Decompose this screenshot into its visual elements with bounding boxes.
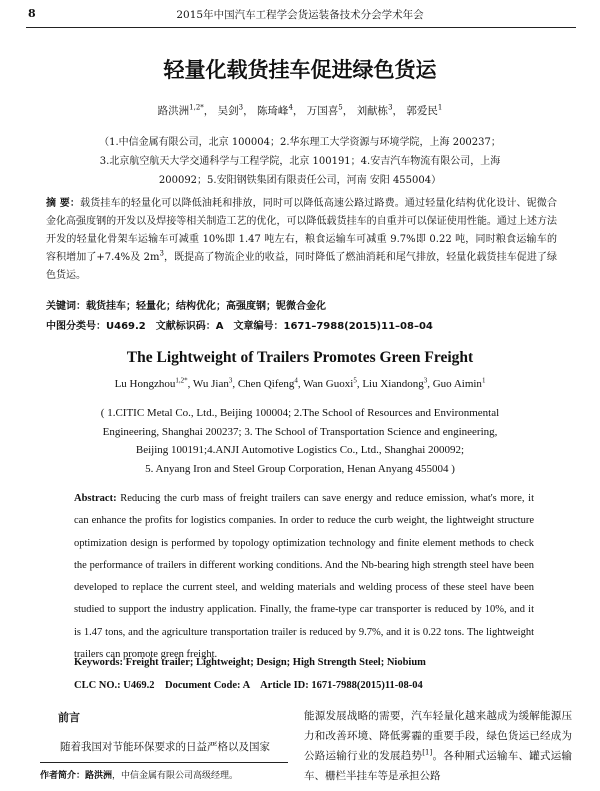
header-rule	[26, 27, 576, 28]
affiliation-cn-line: 200092；5.安阳钢铁集团有限责任公司，河南 安阳 455004）	[158, 175, 442, 186]
author-en: Wan Guoxi$^5$	[303, 376, 357, 390]
authors-cn: 路洪洲$^{1,2*}$， 吴剑$^3$， 陈琦峰$^4$， 万国喜$^5$， 刘献栋$^3$， 郭爱民$^1$	[157, 103, 443, 117]
author-cn: 吴剑$^3$	[217, 103, 244, 117]
author-cn: 陈琦峰$^4$	[256, 103, 293, 117]
author-en: Liu Xiandong$^3$	[362, 376, 428, 390]
author-cn: 郭爱民$^1$	[406, 103, 443, 117]
affiliation-en-line: 5. Anyang Iron and Steel Group Corporation, Henan Anyang 455004 )	[145, 462, 455, 475]
author-en: Lu Hongzhou$^{1,2*}$	[114, 376, 188, 390]
affiliation-cn-line: 3.北京航空航天大学交通科学与工程学院，北京 100191；4.安吉汽车物流有限公司，上海	[99, 156, 501, 167]
right-column-text: 能源发展战略的需要，汽车轻量化越来越成为缓解能源压力和改善环境、降低雾霾的重要手段，绿色货运已经成为公路运输行业的发展趋势[1]。各种厢式运输车、罐式运输车、栅栏半挂车等是承担公路	[304, 710, 573, 782]
section-title: 前言	[58, 711, 80, 724]
author-cn: 万国喜$^5$	[306, 103, 343, 117]
affiliation-en-line: ( 1.CITIC Metal Co., Ltd., Beijing 100004; 2.The School of Resources and Environmental	[100, 407, 500, 419]
author-cn: 路洪洲$^{1,2*}$	[157, 103, 204, 117]
abstract-cn: 摘 要：载货挂车的轻量化可以降低油耗和排放，同时可以降低高速公路过路费。通过轻量化结构优化设计、铌微合金化高强度钢的开发以及焊接等相关制造工艺的优化，可以降低载货挂车的自重并可以保证使用性能。通过上述方法开发的轻量化骨架车运输车可减重 10%即 1.47 吨左右，粮食运输车可减重 9.7%即 0.22 吨，同时粮食运输车的容积增加了+7.4%及 $2m^3$，既提高了物流企业的收益，同时降低了燃油消耗和尾气排放，轻量化载货挂车促进了绿色货运。	[46, 198, 558, 281]
author-footnote: 作者简介：路洪洲，中信金属有限公司高级经理。	[40, 771, 239, 781]
classification-en: CLC NO.: U469.2 Document Code: A Article ID: 1671-7988(2015)11-08-04	[74, 680, 423, 691]
author-en: Guo Aimin$^1$	[432, 376, 486, 390]
footnote-rule	[40, 762, 288, 763]
page-number: 8	[28, 7, 36, 20]
abstract-cn-label: 摘 要：	[46, 198, 81, 209]
classification-cn: 中图分类号：U469.2 文献标识码：A 文章编号：1671–7988(2015)11–08–04	[46, 321, 433, 332]
author-en: Chen Qifeng$^4$	[237, 376, 298, 390]
abstract-en: Abstract: Reducing the curb mass of freight trailers can save energy and reduce emission, what's more, it can enhance the profits for logistics companies. In order to reduce the curb weight, the lightweight structure optimization design is performed by topology optimization technology and finite element methods to check the performance of trailers in different working conditions. And the Nb-bearing high strength steel have been developed to replace the current steel, and welding materials and welding process of these steel have been studied to support the industry application. Finally, the frame-type car transporter is reduced by 10%, and it is 1.47 tons, and the agriculture transportation trailer is reduced by 9.7%, and it is 0.22 tons. The lightweight trailers can promote green freight.	[74, 493, 534, 661]
keywords-cn: 关键词：载货挂车；轻量化；结构优化；高强度钢；铌微合金化	[46, 301, 326, 312]
author-en: Wu Jian$^3$	[192, 376, 233, 390]
abstract-en-label: Abstract:	[74, 493, 117, 504]
running-head: 2015年中国汽车工程学会货运装备技术分会学术年会	[176, 9, 424, 21]
affiliation-en-line: Engineering, Shanghai 200237; 3. The School of Transportation Science and engineering,	[102, 425, 498, 438]
author-cn: 刘献栋$^3$	[356, 103, 393, 117]
affiliations-en	[60, 404, 540, 478]
keywords-en: Keywords: Freight trailer; Lightweight; Design; High Strength Steel; Niobium	[74, 657, 426, 668]
title-cn: 轻量化载货挂车促进绿色货运	[163, 58, 437, 82]
affiliation-cn-line: （1.中信金属有限公司，北京 100004；2.华东理工大学资源与环境学院，上海 200237；	[99, 137, 501, 148]
left-column-text: 随着我国对节能环保要求的日益严格以及国家	[60, 741, 270, 753]
affiliation-en-line: Beijing 100191;4.ANJI Automotive Logistics Co., Ltd., Shanghai 200092;	[135, 444, 465, 456]
title-en: The Lightweight of Trailers Promotes Green Freight	[126, 349, 474, 366]
authors-en: Lu Hongzhou$^{1,2*}$, Wu Jian$^3$, Chen Qifeng$^4$, Wan Guoxi$^5$, Liu Xiandong$^3$, Guo Aimin$^1$	[114, 376, 486, 390]
